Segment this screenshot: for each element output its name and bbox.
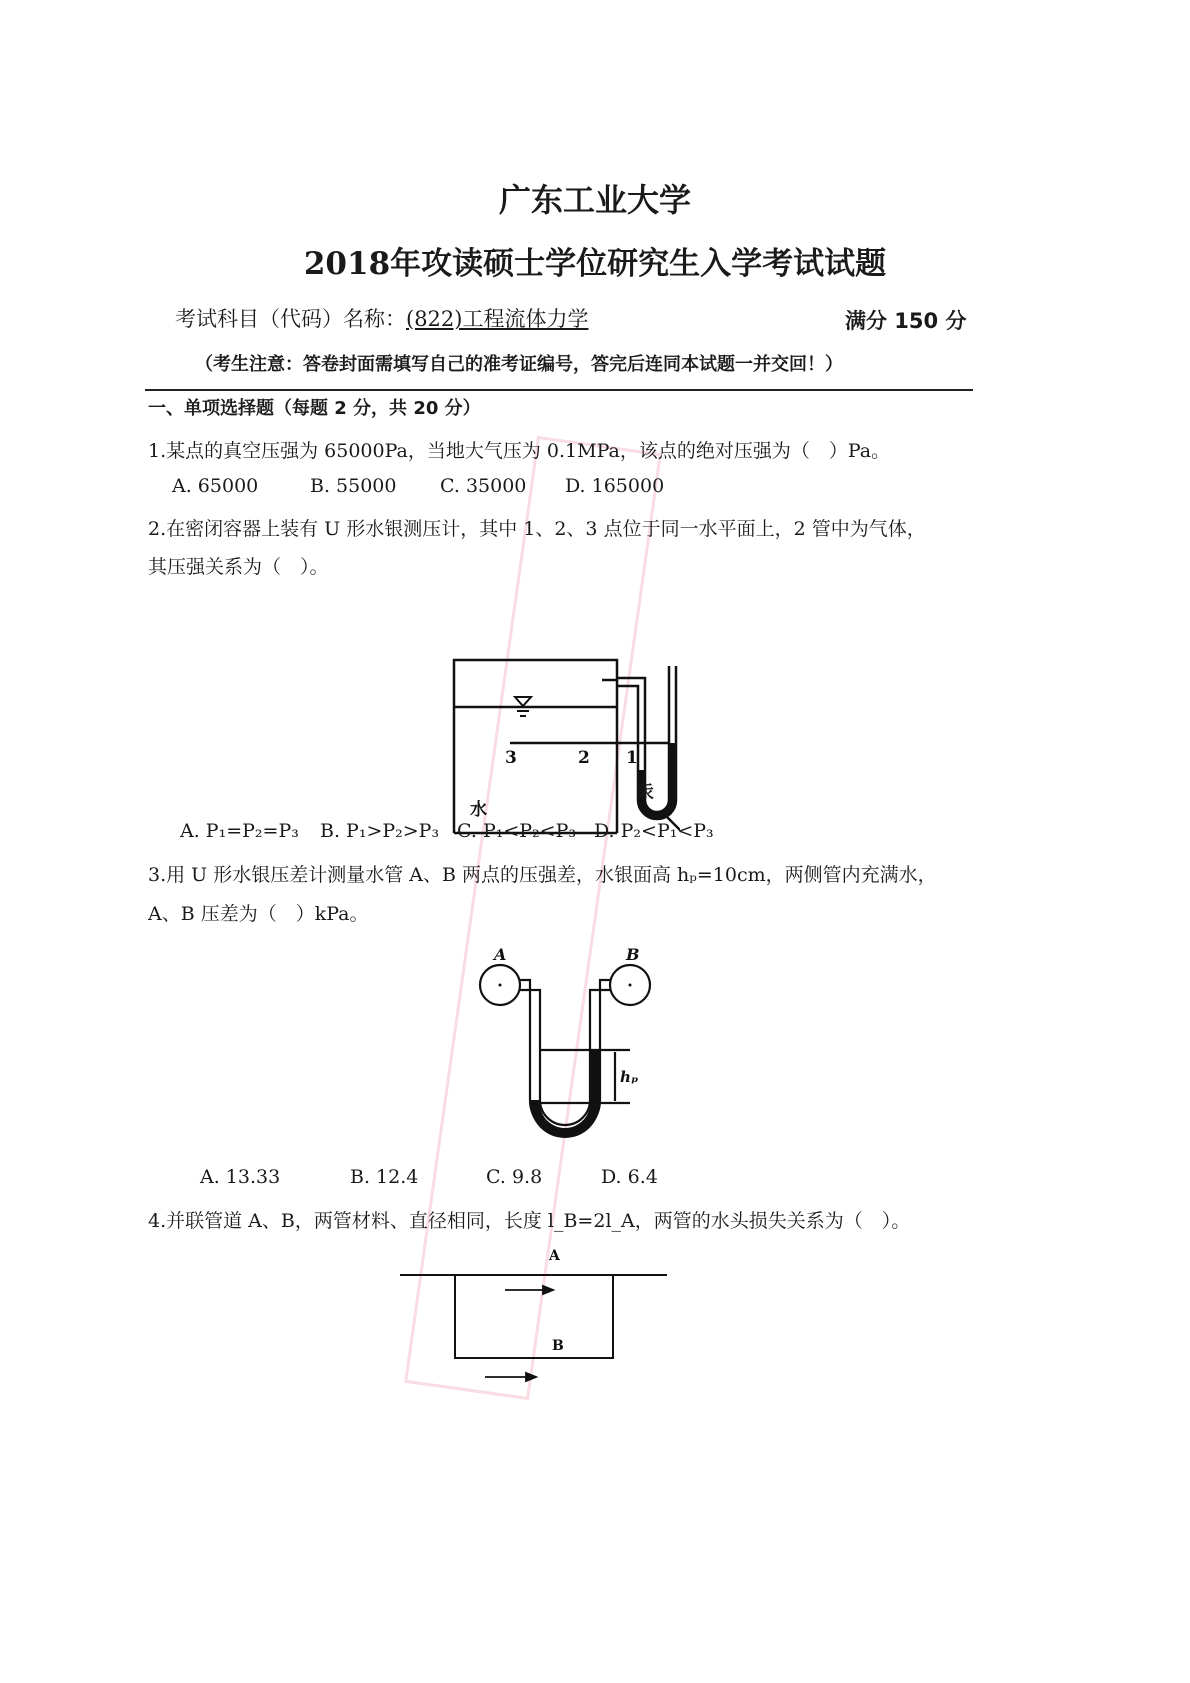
water-label: 水 — [470, 800, 487, 820]
point-a-label: A — [494, 945, 507, 964]
q1-option-d: D. 165000 — [565, 475, 665, 497]
question-1: 1.某点的真空压强为 65000Pa，当地大气压为 0.1MPa，该点的绝对压强为（ ）Pa。 — [148, 440, 891, 462]
q2-option-b: B. P₁>P₂>P₃ — [320, 820, 440, 842]
point-1-label: 1 — [626, 748, 638, 768]
q3-option-c: C. 9.8 — [486, 1166, 543, 1188]
question-2: 2.在密闭容器上装有 U 形水银测压计，其中 1、2、3 点位于同一水平面上，2 管中为气体， — [148, 518, 926, 540]
exam-notice: （考生注意：答卷封面需填写自己的准考证编号，答完后连同本试题一并交回！） — [195, 354, 843, 375]
figure-u-manometer — [440, 600, 680, 840]
full-score: 满分 150 分 — [845, 309, 967, 333]
subject-label: 考试科目（代码）名称： — [175, 307, 406, 331]
q2-option-d: D. P₂<P₁<P₃ — [594, 820, 714, 842]
question-3-cont: A、B 压差为（ ）kPa。 — [148, 903, 369, 925]
question-3: 3.用 U 形水银压差计测量水管 A、B 两点的压强差，水银面高 hₚ=10cm，两侧管内充满水， — [148, 864, 937, 886]
subject-line — [175, 303, 588, 333]
subject-value: (822)工程流体力学 — [406, 307, 589, 331]
figure-differential-manometer — [470, 940, 670, 1145]
point-2-label: 2 — [578, 748, 590, 768]
pipe-b-label: B — [552, 1338, 564, 1354]
question-4: 4.并联管道 A、B，两管材料、直径相同，长度 l_B=2l_A，两管的水头损失关系为（ ）。 — [148, 1210, 911, 1232]
section-title: 一、单项选择题（每题 2 分，共 20 分） — [148, 398, 481, 419]
figure-parallel-pipes — [395, 1240, 675, 1385]
q3-option-b: B. 12.4 — [350, 1166, 419, 1188]
q2-option-a: A. P₁=P₂=P₃ — [180, 820, 299, 842]
q2-option-c: C. P₁<P₂<P₃ — [457, 820, 576, 842]
point-b-label: B — [626, 945, 640, 964]
q1-option-c: C. 35000 — [440, 475, 527, 497]
q1-option-b: B. 55000 — [310, 475, 397, 497]
mercury-label: 汞 — [637, 783, 654, 803]
hp-label: hₚ — [620, 1068, 639, 1086]
university-title: 广东工业大学 — [498, 181, 691, 219]
divider — [145, 389, 973, 391]
exam-title: 2018年攻读硕士学位研究生入学考试试题 — [303, 246, 887, 282]
q3-option-d: D. 6.4 — [601, 1166, 658, 1188]
point-3-label: 3 — [505, 748, 517, 768]
pipe-a-label: A — [549, 1248, 560, 1264]
q3-option-a: A. 13.33 — [200, 1166, 281, 1188]
question-2-cont: 其压强关系为（ ）。 — [148, 556, 329, 578]
q1-option-a: A. 65000 — [172, 475, 259, 497]
